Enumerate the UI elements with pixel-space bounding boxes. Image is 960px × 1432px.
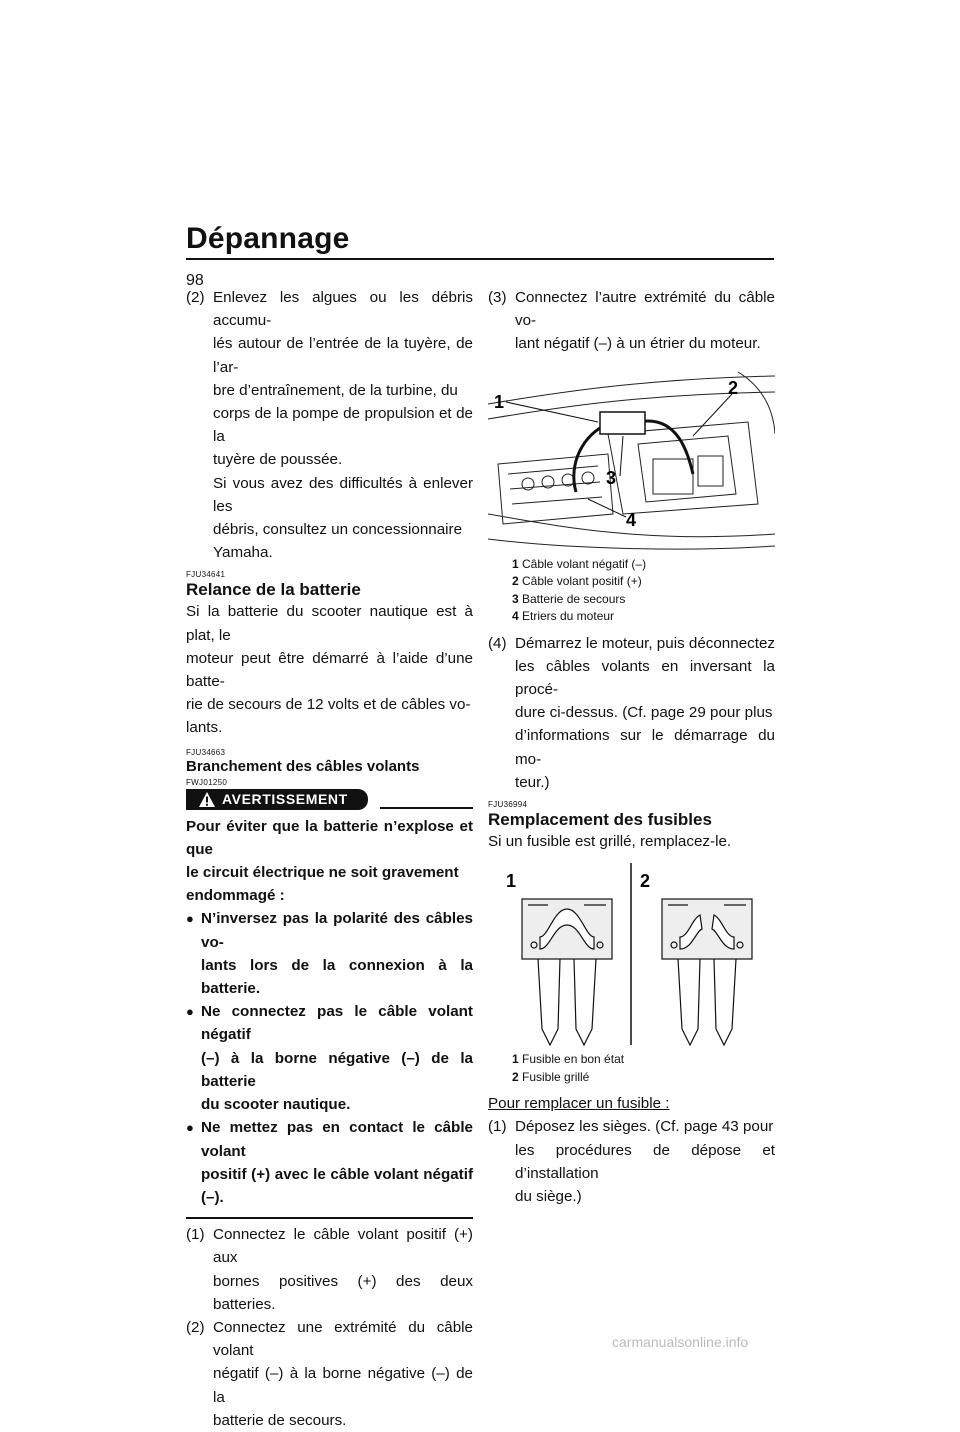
- page-title: Dépannage: [186, 222, 350, 255]
- page-number: 98: [186, 272, 204, 289]
- title-rule: [186, 258, 774, 260]
- step-1-positive-cable: (1) Connectez le câble volant positif (+) aux bornes positives (+) des deux batteries.: [186, 1226, 473, 1313]
- step-2-debris: (2) Enlevez les algues ou les débris accumu- lés autour de l’entrée de la tuyère, de l’ar- bre d’entraînement, de la turbine, du corps de la pompe de propulsion et de la tuyère de poussée. Si vous avez des difficultés à enlever les débris, consultez un concessionnaire Yamaha.: [186, 289, 473, 562]
- callout-label: 2: [728, 377, 739, 398]
- warning-triangle-icon: [198, 791, 216, 808]
- section-code: FJU34641: [186, 570, 226, 580]
- figure-1-legend: 1 Câble volant négatif (–) 2 Câble volant positif (+) 3 Batterie de secours 4 Etriers du moteur: [512, 556, 647, 624]
- engine-compartment-drawing: [488, 364, 775, 554]
- step-1-remove-seats: (1) Déposez les sièges. (Cf. page 43 pour les procédures de dépose et d’installation du siège.): [488, 1118, 775, 1206]
- subsection-heading-cables: Branchement des câbles volants: [186, 757, 420, 775]
- section-code: FJU34663: [186, 747, 226, 757]
- callout-label: 1: [494, 391, 505, 412]
- fuse-illustration: [488, 859, 775, 1049]
- fuse-paragraph: Si un fusible est grillé, remplacez-le.: [488, 833, 732, 851]
- warning-bullet: ● N’inversez pas la polarité des câbles vo- lants lors de la connexion à la batterie.: [186, 907, 473, 1000]
- warning-badge: AVERTISSEMENT: [186, 789, 368, 810]
- step-4-start-engine: (4) Démarrez le moteur, puis déconnectez les câbles volants en inversant la procé- dure ci-dessus. (Cf. page 29 pour plus d’informations sur le démarrage du mo- teur.): [488, 634, 776, 791]
- right-column: [488, 286, 775, 1208]
- section-heading-battery: Relance de la batterie: [186, 580, 361, 600]
- warning-rule: [380, 807, 473, 809]
- warning-header: [186, 789, 473, 811]
- jump-cable-illustration: [488, 364, 775, 554]
- step-2-negative-cable: (2) Connectez une extrémité du câble volant négatif (–) à la borne négative (–) de la batterie de secours.: [186, 1318, 473, 1429]
- left-column: [186, 286, 473, 1432]
- good-fuse-icon: [522, 899, 612, 1045]
- section-heading-fuses: Remplacement des fusibles: [488, 810, 712, 830]
- step-3-connect-engine: (3) Connectez l’autre extrémité du câble vo- lant négatif (–) à un étrier du moteur.: [488, 289, 775, 353]
- battery-paragraph: Si la batterie du scooter nautique est à plat, le moteur peut être démarré à l’aide d’une batte- rie de secours de 12 volts et de câbles vo- lants.: [186, 603, 473, 737]
- callout-label: 3: [606, 467, 617, 488]
- bullet-icon: ●: [186, 1120, 194, 1136]
- bullet-icon: ●: [186, 911, 194, 927]
- section-code: FJU36994: [488, 800, 528, 810]
- fuse-drawing: [488, 859, 775, 1049]
- replace-fuse-title: Pour remplacer un fusible :: [488, 1095, 670, 1113]
- warning-bullet: ● Ne mettez pas en contact le câble volant positif (+) avec le câble volant négatif (–).: [186, 1116, 473, 1209]
- figure-2-legend: 1 Fusible en bon état 2 Fusible grillé: [512, 1052, 625, 1084]
- warning-bullet: ● Ne connectez pas le câble volant négatif (–) à la borne négative (–) de la batterie du scooter nautique.: [186, 1000, 473, 1116]
- callout-label: 2: [640, 871, 651, 892]
- callout-label: 4: [626, 509, 637, 530]
- warning-body: Pour éviter que la batterie n’explose et que le circuit électrique ne soit gravement endommagé : ● N’inversez pas la polarité des câbles vo- lants lors de la connexion à la batterie. ● Ne connectez pas le câble volant négatif (–) à la borne négative (–) de la batterie du scooter nautique. ● Ne mettez pas en contact le câble volant positif (+) avec le câble volant négatif (–).: [186, 811, 473, 1219]
- callout-label: 1: [506, 871, 517, 892]
- warning-code: FWJ01250: [186, 777, 228, 787]
- blown-fuse-icon: [662, 899, 752, 1045]
- watermark: carmanualsonline.info: [612, 1334, 749, 1350]
- bullet-icon: ●: [186, 1004, 194, 1020]
